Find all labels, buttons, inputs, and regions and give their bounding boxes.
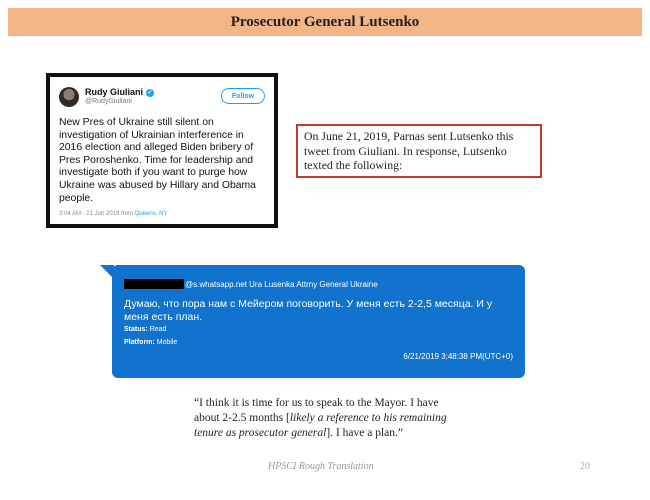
tweet-header — [59, 84, 265, 110]
tweet-screenshot — [46, 73, 278, 228]
page-number: 20 — [580, 461, 590, 472]
platform-value: Mobile — [156, 339, 178, 346]
page-title: Prosecutor General Lutsenko — [230, 13, 420, 30]
tweet-author — [85, 88, 154, 106]
tweet-author-name: Rudy Giuliani — [85, 87, 144, 98]
translation-part-1: “I think it is time for us to speak to the Mayor. I have about 2-2.5 months [ — [194, 397, 439, 424]
callout-box — [296, 124, 542, 178]
message-status — [124, 326, 166, 333]
tweet-author-handle: @RudyGiuliani — [85, 98, 132, 106]
status-label: Status: — [124, 326, 148, 333]
translation-text — [194, 396, 464, 441]
translation-italic-note: likely a reference to his remaining tenure as prosecutor general — [194, 412, 447, 439]
tweet-meta — [59, 211, 265, 217]
tweet-time: 3:04 AM - 21 Jun 2019 from — [59, 211, 135, 218]
message-timestamp: 6/21/2019 3:48:38 PM(UTC+0) — [403, 352, 513, 361]
footer-label: HPSCI Rough Translation — [268, 461, 374, 472]
callout-text: On June 21, 2019, Parnas sent Lutsenko this tweet from Giuliani. In response, Lutsenko texted the following: — [304, 129, 514, 172]
status-value: Read — [149, 326, 167, 333]
platform-label: Platform: — [124, 339, 155, 346]
translation-part-2: ]. I have a plan.” — [326, 427, 403, 439]
message-sender-text: @s.whatsapp.net Ura Lusenka Attrny General Ukraine — [185, 279, 378, 289]
verified-check-icon: ✓ — [147, 90, 153, 97]
tweet-text: New Pres of Ukraine still silent on investigation of Ukrainian interference in 2016 election and alleged Biden bribery of Pres Poroshenko. Time for leadership and investigate both if you want to purge how Ukraine was abused by Hillary and Obama people. — [59, 117, 256, 204]
title-bar — [8, 8, 642, 36]
follow-button[interactable]: Follow — [221, 88, 265, 104]
message-text: Думаю, что пора нам с Мейером поговорить. У меня есть 2-2,5 месяца. И у меня есть план. — [124, 298, 493, 323]
message-bubble — [112, 265, 525, 378]
message-sender — [124, 279, 378, 289]
redacted-number — [124, 279, 184, 289]
message-platform — [124, 339, 177, 346]
avatar — [59, 87, 79, 107]
tweet-location-link[interactable]: Queens, NY — [134, 211, 168, 218]
